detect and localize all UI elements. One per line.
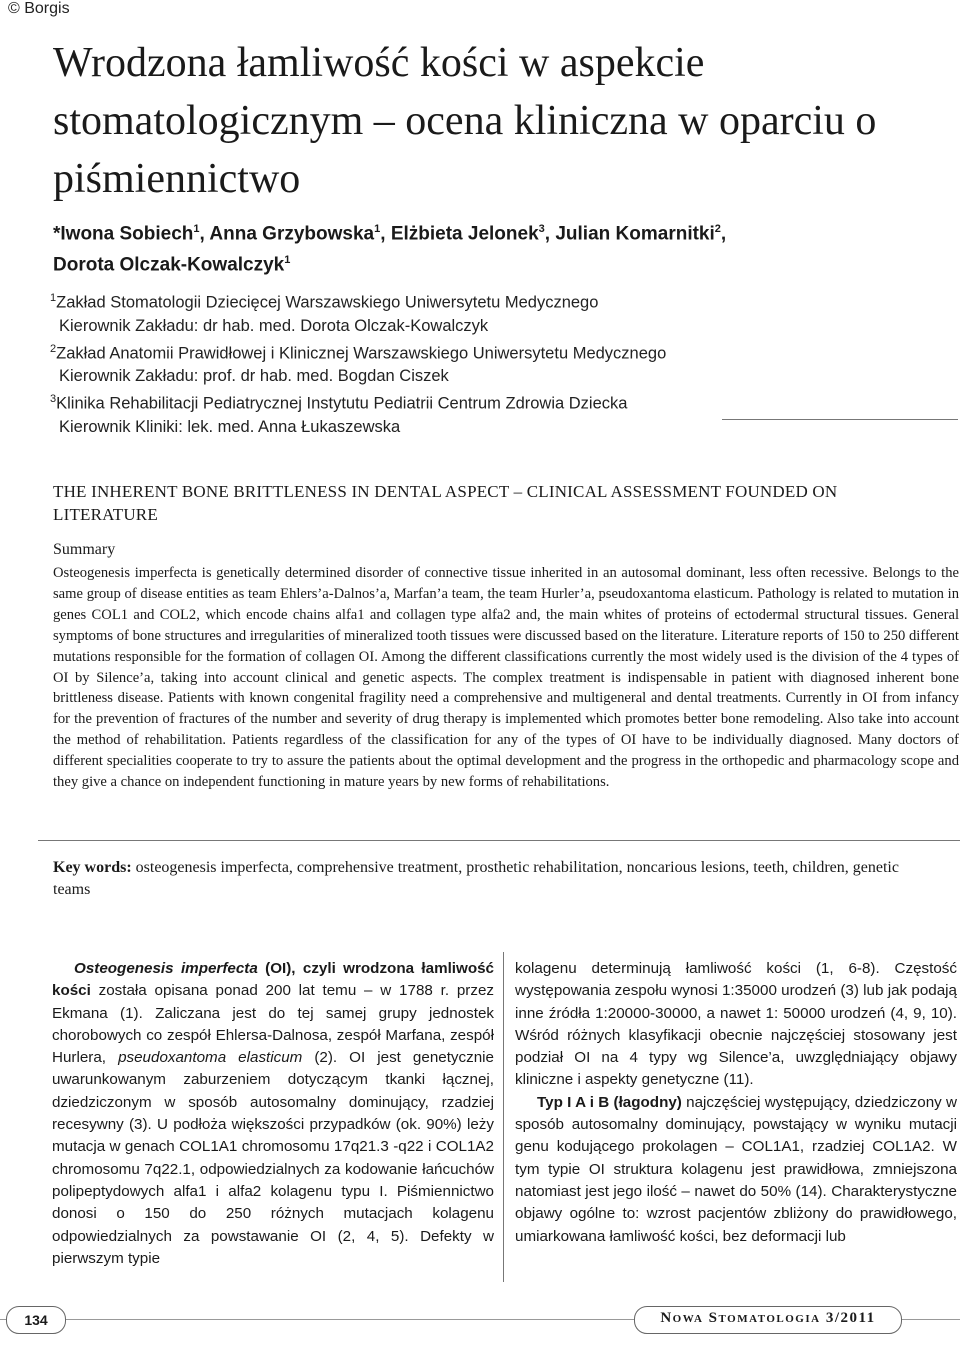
affiliation-index: 2 [50,342,57,355]
latin-term: pseudoxantoma elasticum [118,1049,303,1067]
english-title: THE INHERENT BONE BRITTLENESS IN DENTAL ASPECT – CLINICAL ASSESSMENT FOUNDED ON LITERATURE [53,482,838,524]
author-affiliation-index: 2 [714,223,721,235]
affiliation-head: Kierownik Kliniki: lek. med. Anna Łukaszewska [59,417,401,436]
keywords [53,857,933,901]
paragraph-text: (2). OI jest genetycznie uwarunkowanym zaburzeniem dotyczącym tkanki łącznej, dziedziczonym w sposób autosomalny dominujący, rzadziej recesywny (3). U podłoża większości przypadków (ok. 90%) leży mutacja w genach COL1A1 chromosomu 17q21.3 -q22 i COL1A2 chromosomu 7q22.1, odpowiedzialnych za kodowanie łańcuchów polipeptydowych alfa1 i alfa2 kolagenu typu I. Piśmiennictwo donosi o 150 do 250 różnych mutacjach kolagenu odpowiedzialnych za powstawanie OI (2, 4, 5). Defekty w pierwszym typie [52,1049,494,1267]
type-heading: Typ I A i B (łagodny) [537,1093,682,1111]
body-paragraph [515,1092,957,1248]
affiliation-name: Zakład Stomatologii Dziecięcej Warszawskiego Uniwersytetu Medycznego [56,293,599,312]
author-name: Dorota Olczak-Kowalczyk [53,254,285,276]
affiliation-name: Zakład Anatomii Prawidłowej i Klinicznej Warszawskiego Uniwersytetu Medycznego [56,344,667,362]
author-name: Elżbieta Jelonek [390,223,539,245]
author-list: *Iwona Sobiech$^1$, Anna Grzybowska$^1$, Elżbieta Jelonek$^3$, Julian Komarnitki$^2$, Dorota Olczak-Kowalczyk$^1$ [53,223,727,276]
affiliation-line [50,388,940,416]
author-name: Julian Komarnitki [555,223,715,245]
lead-text: (OI), czyli wrodzona łamliwość kości [52,960,494,1000]
column-divider [503,952,504,1282]
affiliation-head: Kierownik Zakładu: prof. dr hab. med. Bogdan Ciszek [59,367,449,385]
author-affiliation-index: 1 [284,254,291,267]
paragraph-text: najczęściej występujący, dziedziczony w sposób autosomalny dominujący, powstający w wyniku mutacji genu kodującego prokolagen – COL1A1, rzadziej COL1A2. W tym typie OI struktura kolagenu jest prawidłowa, zmniejszona natomiast jest jego ilość – nawet do 50% (14). Charakterystyczne objawy ogólne to: wzrost pacjentów zbliżony do prawidłowego, umiarkowana łamliwość kości, bez deformacji lub [515,1093,957,1245]
body-column-right [515,958,957,1248]
author-name: *Iwona Sobiech [53,223,194,245]
article-title: Wrodzona łamliwość kości w aspekcie stomatologicznym – ocena kliniczna w oparciu o piśmiennictwo [53,40,877,202]
body-column-left [52,958,494,1270]
author-name: Anna Grzybowska [209,223,375,245]
summary-heading: Summary [53,541,116,558]
header-divider [722,419,958,420]
keywords-divider [38,840,960,841]
affiliation-head: Kierownik Zakładu: dr hab. med. Dorota Olczak-Kowalczyk [59,316,489,335]
author-affiliation-index: 1 [374,223,381,235]
affiliations [50,287,940,439]
keywords-text: osteogenesis imperfecta, comprehensive treatment, prosthetic rehabilitation, noncarious lesions, teeth, children, genetic teams [53,859,899,898]
author-affiliation-index: 3 [538,223,545,235]
body-paragraph [52,958,494,1270]
author-affiliation-index: 1 [193,223,200,235]
page-number: 134 [6,1306,66,1334]
affiliation-index: 3 [50,393,57,405]
journal-name: Nowa Stomatologia 3/2011 [660,1310,876,1326]
affiliation-line [50,287,940,315]
copyright-notice: © Borgis [8,0,70,17]
summary-text: Osteogenesis imperfecta is genetically determined disorder of connective tissue inherited in an autosomal dominant, less often recessive. Belongs to the same group of disease entities as team Ehlers’a-Dalnos’a, Marfan’a team, the team Hurler’a, pseudoxantoma elasticum. Pathology is related to mutation in genes COL1 and COL2, which encode chains alfa1 and collagen type alfa2 and, the main whites of proteins of ectodermal structural tissues. General symptoms of bone structures and irregularities of mineralized tooth tissues were discussed based on the literature. Literature reports of 150 to 250 different mutations responsible for the formation of collagen OI. Among the different classifications currently the most widely used is the division of the 4 types of OI by Silence’a, taking into account clinical and genetic aspects. The complex treatment is indispensable in patient with diagnosed inherent bone brittleness disease. Patients with known congenital fragility need a comprehensive and multigeneral and dental treatments. Currently in OI from infancy for the prevention of fractures of the number and severity of drug therapy is implemented which promotes better bone remodeling. Also take into account the method of rehabilitation. Patients regardless of the classification for any of the types of OI have to be individually diagnosed. Many doctors of different specialities cooperate to try to assure the patients about the optimal development and the progress in the orthopedic and pharmacology scope and they give a chance on independent functioning in mature years by new forms of rehabilitations. [53,565,959,791]
affiliation-name: Klinika Rehabilitacji Pediatrycznej Instytutu Pediatrii Centrum Zdrowia Dziecka [56,394,628,413]
paragraph-text: została opisana ponad 200 lat temu – w 1788 r. przez Ekmana (1). Zaliczana jest do tej samej grupy jednostek chorobowych co zespół Ehlersa-Dalnosa, zespół Marfana, zespół Hurlera, [52,982,494,1067]
latin-term: Osteogenesis imperfecta [74,960,258,977]
affiliation-line [50,338,940,366]
affiliation-index: 1 [50,292,57,304]
body-paragraph: kolagenu determinują łamliwość kości (1, 6-8). Częstość występowania zespołu wynosi 1:35000 urodzeń (3) lub jak podają inne źródła 1:20000-30000, a nawet 1: 50000 urodzeń (4, 9, 10). Wśród różnych klasyfikacji obecnie najczęściej stosowany jest podział OI na 4 typy wg Silence’a, uwzględniający objawy kliniczne i aspekty genetyczne (11). [515,960,957,1089]
keywords-label: Key words: [53,859,132,876]
